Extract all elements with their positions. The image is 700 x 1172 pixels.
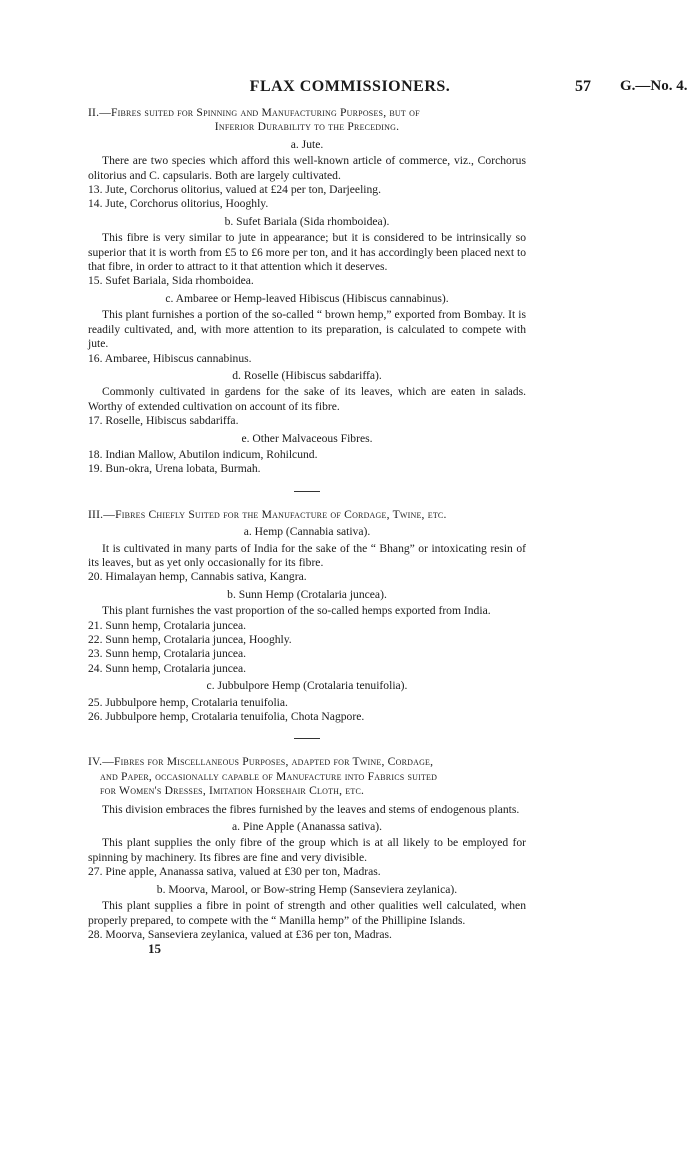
subheading-moorva: b. Moorva, Marool, or Bow-string Hemp (Sanseviera zeylanica).: [156, 882, 458, 896]
paragraph-sufet-bariala: This fibre is very similar to jute in appearance; but it is considered to be intrinsically so superior that it is worth from £5 to £6 more per ton, and it has accordingly been placed next to that fibre, in order to attract to it that attention which it deserves.: [88, 231, 526, 274]
list-item: 28. Moorva, Sanseviera zeylanica, valued at £36 per ton, Madras.: [88, 927, 392, 941]
paragraph-division-intro: This division embraces the fibres furnished by the leaves and stems of endogenous plants.: [102, 802, 520, 816]
list-item: 26. Jubbulpore hemp, Crotalaria tenuifolia, Chota Nagpore.: [88, 710, 365, 724]
page-header: [0, 78, 700, 100]
list-item: 25. Jubbulpore hemp, Crotalaria tenuifolia.: [88, 695, 288, 709]
subheading-ambaree: c. Ambaree or Hemp-leaved Hibiscus (Hibiscus cannabinus).: [165, 291, 449, 305]
list-item: 14. Jute, Corchorus olitorius, Hooghly.: [88, 197, 269, 211]
section-heading-ii: [88, 106, 526, 135]
paragraph-jute: There are two species which afford this well-known article of commerce, viz., Corchorus olitorius and C. capsularis. Both are largely cultivated.: [88, 154, 526, 182]
subheading-hemp: a. Hemp (Cannabia sativa).: [243, 525, 371, 539]
section-heading-line: II.—Fibres suited for Spinning and Manufacturing Purposes, but of: [88, 106, 420, 119]
section-heading-iv: [88, 755, 526, 798]
section-heading-line: and Paper, occasionally capable of Manufacture into Fabrics suited: [100, 769, 438, 783]
section-heading-line: IV.—Fibres for Miscellaneous Purposes, adapted for Twine, Cordage,: [88, 755, 434, 769]
page-number: 57: [575, 78, 591, 95]
subheading-pine-apple: a. Pine Apple (Ananassa sativa).: [231, 820, 383, 834]
paragraph-sunn-hemp: This plant furnishes the vast proportion of the so-called hemps exported from India.: [102, 604, 491, 618]
paragraph-hemp: It is cultivated in many parts of India for the sake of the “ Bhang” or intoxicating resin of its leaves, but as yet only occasionally for its fibre.: [88, 541, 526, 569]
list-item: 13. Jute, Corchorus olitorius, valued at £24 per ton, Darjeeling.: [88, 183, 382, 197]
signature-mark: 15: [148, 941, 161, 957]
list-item: 18. Indian Mallow, Abutilon indicum, Rohilcund.: [88, 447, 318, 461]
list-item: 20. Himalayan hemp, Cannabis sativa, Kangra.: [88, 570, 307, 584]
document-number: G.—No. 4.: [620, 78, 688, 94]
list-item: 23. Sunn hemp, Crotalaria juncea.: [88, 647, 247, 661]
section-divider: [294, 738, 320, 739]
list-item: 16. Ambaree, Hibiscus cannabinus.: [88, 351, 252, 365]
paragraph-roselle: Commonly cultivated in gardens for the sake of its leaves, which are eaten in salads. Worthy of extended cultivation on account of its fibre.: [88, 385, 526, 413]
list-item: 24. Sunn hemp, Crotalaria juncea.: [88, 661, 247, 675]
page-body: [88, 106, 526, 957]
running-title: FLAX COMMISSIONERS.: [249, 78, 451, 95]
list-item: 19. Bun-okra, Urena lobata, Burmah.: [88, 462, 261, 476]
paragraph-ambaree: This plant furnishes a portion of the so-called “ brown hemp,” exported from Bombay. It is readily cultivated, and, with more attention to its preparation, is calculated to compete with jute.: [88, 308, 526, 351]
subheading-malvaceous: e. Other Malvaceous Fibres.: [241, 431, 373, 445]
section-divider: [294, 491, 320, 492]
list-item: 21. Sunn hemp, Crotalaria juncea.: [88, 618, 247, 632]
section-heading-line: for Women's Dresses, Imitation Horsehair Cloth, etc.: [100, 784, 365, 798]
paragraph-moorva: This plant supplies a fibre in point of strength and other qualities well calculated, when properly prepared, to compete with the “ Manilla hemp” of the Phillipine Islands.: [88, 899, 526, 927]
list-item: 15. Sufet Bariala, Sida rhomboidea.: [88, 274, 254, 288]
subheading-jute: a. Jute.: [290, 137, 324, 151]
list-item: 27. Pine apple, Ananassa sativa, valued at £30 per ton, Madras.: [88, 865, 381, 879]
subheading-sunn-hemp: b. Sunn Hemp (Crotalaria juncea).: [227, 587, 387, 601]
subheading-sufet-bariala: b. Sufet Bariala (Sida rhomboidea).: [224, 214, 390, 228]
section-heading-iii: III.—Fibres Chiefly Suited for the Manufacture of Cordage, Twine, etc.: [88, 507, 447, 521]
subheading-roselle: d. Roselle (Hibiscus sabdariffa).: [232, 368, 382, 382]
subheading-jubbulpore: c. Jubbulpore Hemp (Crotalaria tenuifolia).: [206, 679, 408, 693]
list-item: 17. Roselle, Hibiscus sabdariffa.: [88, 414, 239, 428]
section-heading-line: Inferior Durability to the Preceding.: [214, 120, 400, 134]
paragraph-pine-apple: This plant supplies the only fibre of the group which is at all likely to be employed for spinning by machinery. Its fibres are fine and very divisible.: [88, 836, 526, 864]
list-item: 22. Sunn hemp, Crotalaria juncea, Hooghly.: [88, 633, 292, 646]
